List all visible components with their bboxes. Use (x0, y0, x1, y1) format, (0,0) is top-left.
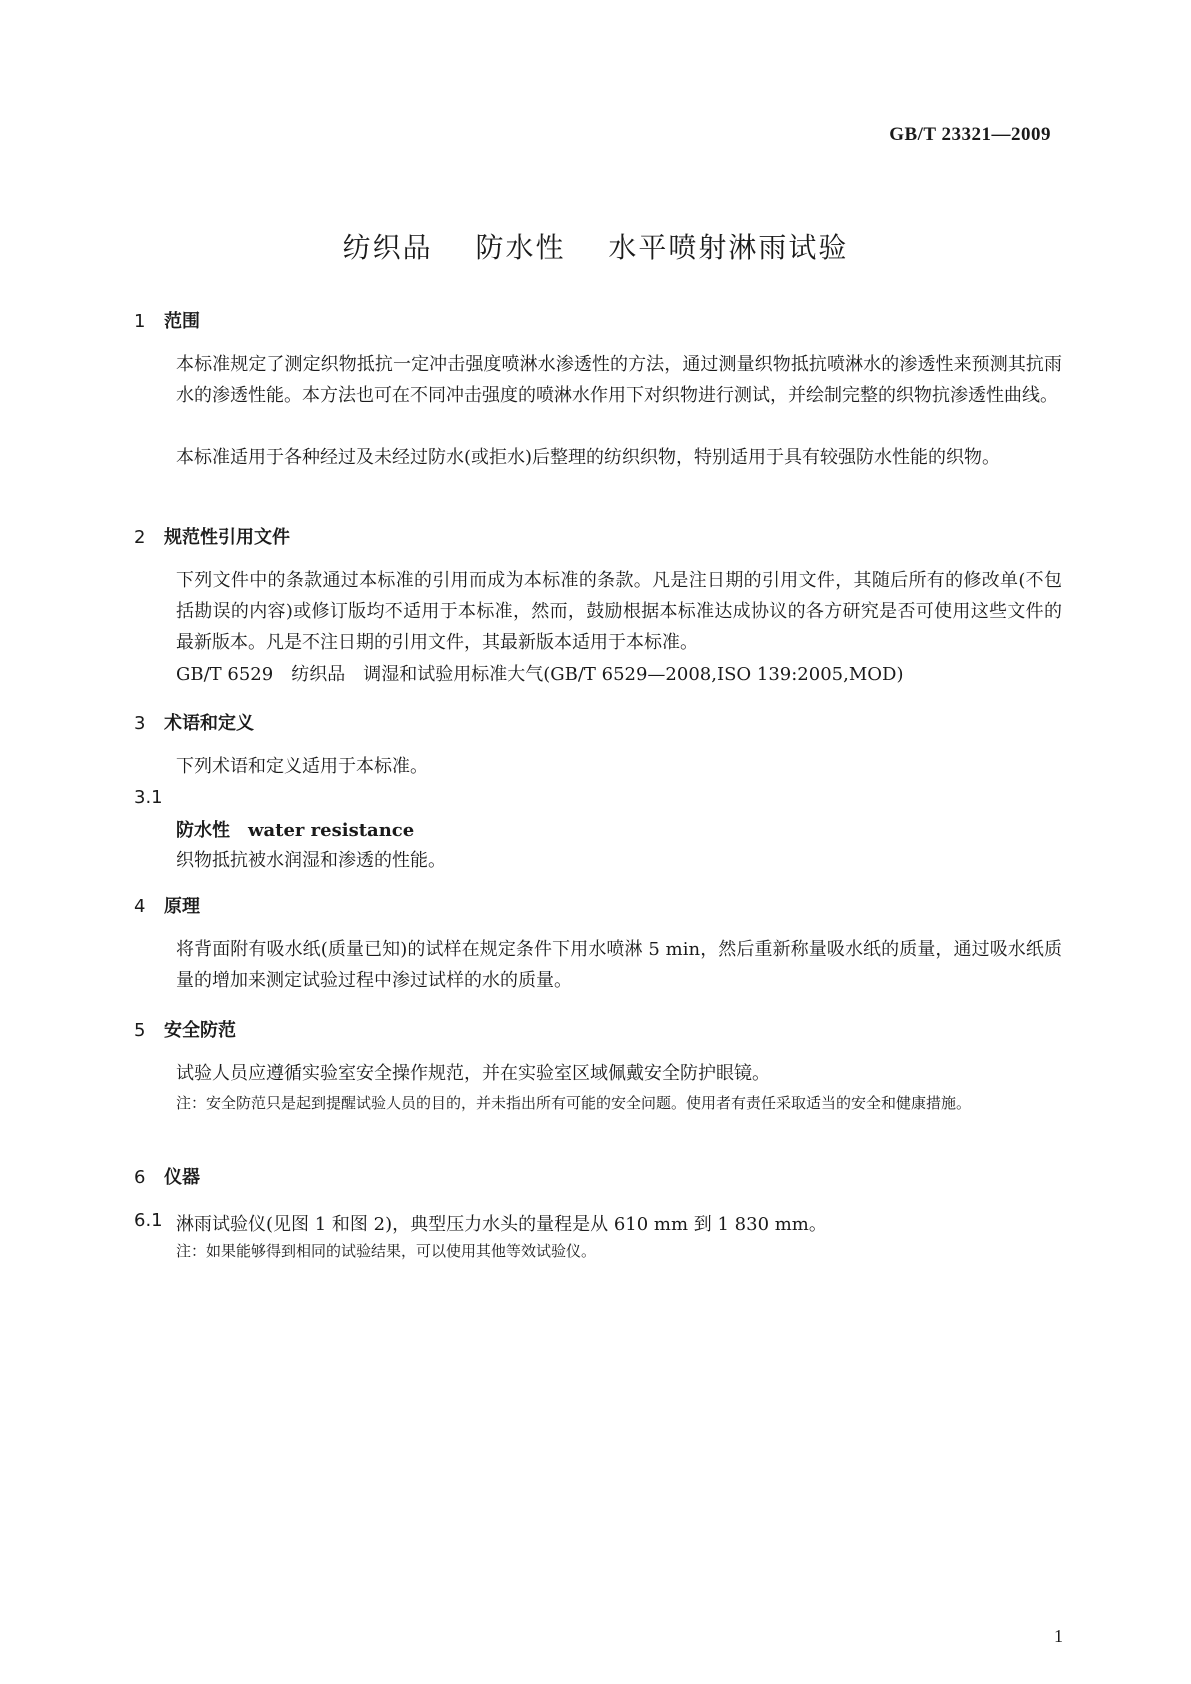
title-part-1: 纺织品 (342, 231, 433, 264)
section-5-note: 注：安全防范只是起到提醒试验人员的目的，并未指出所有可能的安全问题。使用者有责任采取适当的安全和健康措施。 (176, 1094, 972, 1112)
section-1-paragraph-2: 本标准适用于各种经过及未经过防水(或拒水)后整理的纺织织物，特别适用于具有较强防水性能的织物。 (176, 447, 1001, 468)
section-1-paragraph-1: 本标准规定了测定织物抵抗一定冲击强度喷淋水渗透性的方法，通过测量织物抵抗喷淋水的渗透性来预测其抗雨水的渗透性能。本方法也可在不同冲击强度的喷淋水作用下对织物进行测试，并绘制完整的织物抗渗透性曲线。 (176, 354, 1062, 406)
section-number: 2 (134, 527, 146, 548)
section-title: 原理 (164, 896, 200, 917)
section-6-heading (134, 1163, 200, 1189)
subsection-3-1-number: 3.1 (134, 787, 163, 808)
standard-number: GB/T 23321—2009 (889, 124, 1051, 145)
section-2-paragraph-1: 下列文件中的条款通过本标准的引用而成为本标准的条款。凡是注日期的引用文件，其随后所有的修改单(不包括勘误的内容)或修订版均不适用于本标准，然而，鼓励根据本标准达成协议的各方研究是否可使用这些文件的最新版本。凡是不注日期的引用文件，其最新版本适用于本标准。 (176, 570, 1062, 653)
section-number: 5 (134, 1020, 146, 1041)
section-number: 3 (134, 713, 146, 734)
page-number: 1 (1054, 1626, 1063, 1646)
section-4-heading (134, 892, 200, 918)
section-6-note: 注：如果能够得到相同的试验结果，可以使用其他等效试验仪。 (176, 1242, 597, 1260)
section-title: 术语和定义 (164, 713, 254, 734)
term-definition: 织物抵抗被水润湿和渗透的性能。 (176, 850, 446, 871)
title-part-3: 水平喷射淋雨试验 (608, 231, 849, 264)
section-4-paragraph-1: 将背面附有吸水纸(质量已知)的试样在规定条件下用水喷淋 5 min，然后重新称量吸水纸的质量，通过吸水纸质量的增加来测定试验过程中渗过试样的水的质量。 (176, 939, 1062, 991)
section-2-heading (134, 523, 290, 549)
term-english: water resistance (248, 820, 415, 841)
section-3-heading (134, 709, 254, 735)
section-title: 范围 (164, 311, 200, 332)
section-5-paragraph-1: 试验人员应遵循实验室安全操作规范，并在实验室区域佩戴安全防护眼镜。 (176, 1063, 770, 1084)
section-title: 仪器 (164, 1167, 200, 1188)
section-1-heading (134, 307, 200, 333)
document-title (0, 226, 1191, 266)
section-title: 安全防范 (164, 1020, 236, 1041)
term-chinese: 防水性 (176, 820, 230, 841)
section-title: 规范性引用文件 (164, 527, 290, 548)
section-number: 6 (134, 1167, 146, 1188)
title-part-2: 防水性 (475, 231, 566, 264)
section-3-intro: 下列术语和定义适用于本标准。 (176, 756, 428, 777)
normative-reference: GB/T 6529 纺织品 调湿和试验用标准大气(GB/T 6529—2008,ISO 139:2005,MOD) (176, 664, 904, 685)
subsection-6-1-number: 6.1 (134, 1210, 163, 1231)
section-number: 1 (134, 311, 146, 332)
subsection-6-1-text: 淋雨试验仪(见图 1 和图 2)，典型压力水头的量程是从 610 mm 到 1 830 mm。 (176, 1214, 827, 1235)
section-number: 4 (134, 896, 146, 917)
section-5-heading (134, 1016, 236, 1042)
term-entry (176, 816, 414, 842)
